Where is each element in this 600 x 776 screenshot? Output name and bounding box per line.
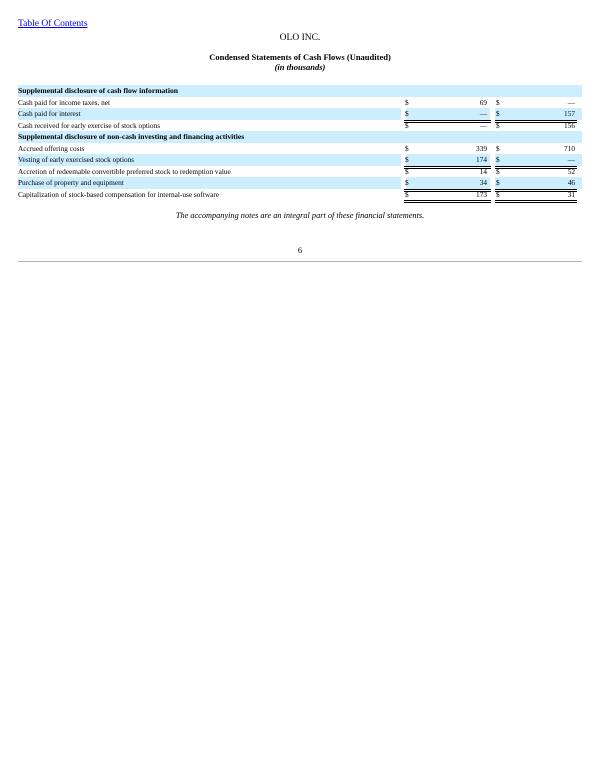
- table-row: [18, 189, 582, 201]
- currency-symbol: $: [496, 97, 500, 107]
- value-col-2: —: [567, 97, 575, 107]
- currency-symbol: $: [496, 109, 500, 118]
- value-col-1: 69: [479, 97, 487, 107]
- currency-symbol: $: [496, 166, 500, 176]
- statement-subtitle: (in thousands): [274, 62, 326, 72]
- column-gap: [490, 177, 495, 189]
- value-col-1: —: [479, 109, 487, 118]
- currency-symbol: $: [405, 143, 409, 153]
- row-label: Purchase of property and equipment: [18, 178, 124, 187]
- currency-symbol: $: [405, 97, 409, 107]
- value-col-2: 46: [567, 178, 575, 187]
- row-label: Cash paid for interest: [18, 109, 81, 118]
- value-col-1: 173: [476, 189, 487, 199]
- currency-symbol: $: [405, 178, 409, 187]
- currency-symbol: $: [496, 120, 500, 130]
- currency-symbol: $: [405, 166, 409, 176]
- value-col-2: 31: [567, 189, 575, 199]
- value-col-2: 157: [564, 109, 575, 118]
- value-col-2: 710: [564, 143, 575, 153]
- value-col-2: 156: [564, 120, 575, 130]
- value-col-1: 14: [479, 166, 487, 176]
- currency-symbol: $: [405, 109, 409, 118]
- page-number: 6: [297, 245, 303, 255]
- table-row: [18, 97, 582, 109]
- currency-symbol: $: [496, 143, 500, 153]
- double-underline: [404, 200, 491, 203]
- cash-flow-supplemental-table: [18, 85, 582, 200]
- section-header-row: [18, 85, 582, 97]
- currency-symbol: $: [496, 178, 500, 187]
- row-label: Accretion of redeemable convertible preferred stock to redemption value: [18, 166, 231, 176]
- footnote: The accompanying notes are an integral part of these financial statements.: [175, 211, 425, 220]
- table-row: [18, 108, 582, 120]
- value-col-2: —: [567, 155, 575, 164]
- currency-symbol: $: [405, 120, 409, 130]
- column-gap: [490, 108, 495, 120]
- page-divider: [18, 261, 582, 262]
- row-label: Accrued offering costs: [18, 143, 85, 153]
- table-row: [18, 177, 582, 189]
- value-col-1: 34: [479, 178, 487, 187]
- section-label: Supplemental disclosure of non-cash investing and financing activities: [18, 132, 245, 141]
- table-row: [18, 154, 582, 166]
- table-row: [18, 120, 582, 132]
- row-label: Capitalization of stock-based compensation for internal-use software: [18, 189, 220, 199]
- row-label: Cash paid for income taxes, net: [18, 97, 110, 107]
- value-col-1: —: [479, 120, 487, 130]
- currency-symbol: $: [405, 189, 409, 199]
- column-gap: [490, 154, 495, 166]
- company-name: OLO INC.: [279, 33, 321, 43]
- currency-symbol: $: [496, 189, 500, 199]
- section-label: Supplemental disclosure of cash flow information: [18, 86, 178, 95]
- table-row: [18, 143, 582, 155]
- table-row: [18, 166, 582, 178]
- currency-symbol: $: [496, 155, 500, 164]
- value-col-1: 174: [476, 155, 487, 164]
- value-col-2: 52: [567, 166, 575, 176]
- section-header-row: [18, 131, 582, 143]
- value-col-1: 339: [476, 143, 487, 153]
- currency-symbol: $: [405, 155, 409, 164]
- row-label: Cash received for early exercise of stock options: [18, 120, 161, 130]
- statement-title: Condensed Statements of Cash Flows (Unaudited): [209, 52, 391, 62]
- double-underline: [495, 200, 577, 203]
- row-label: Vesting of early exercised stock options: [18, 155, 135, 164]
- table-of-contents-link[interactable]: Table Of Contents: [18, 19, 88, 29]
